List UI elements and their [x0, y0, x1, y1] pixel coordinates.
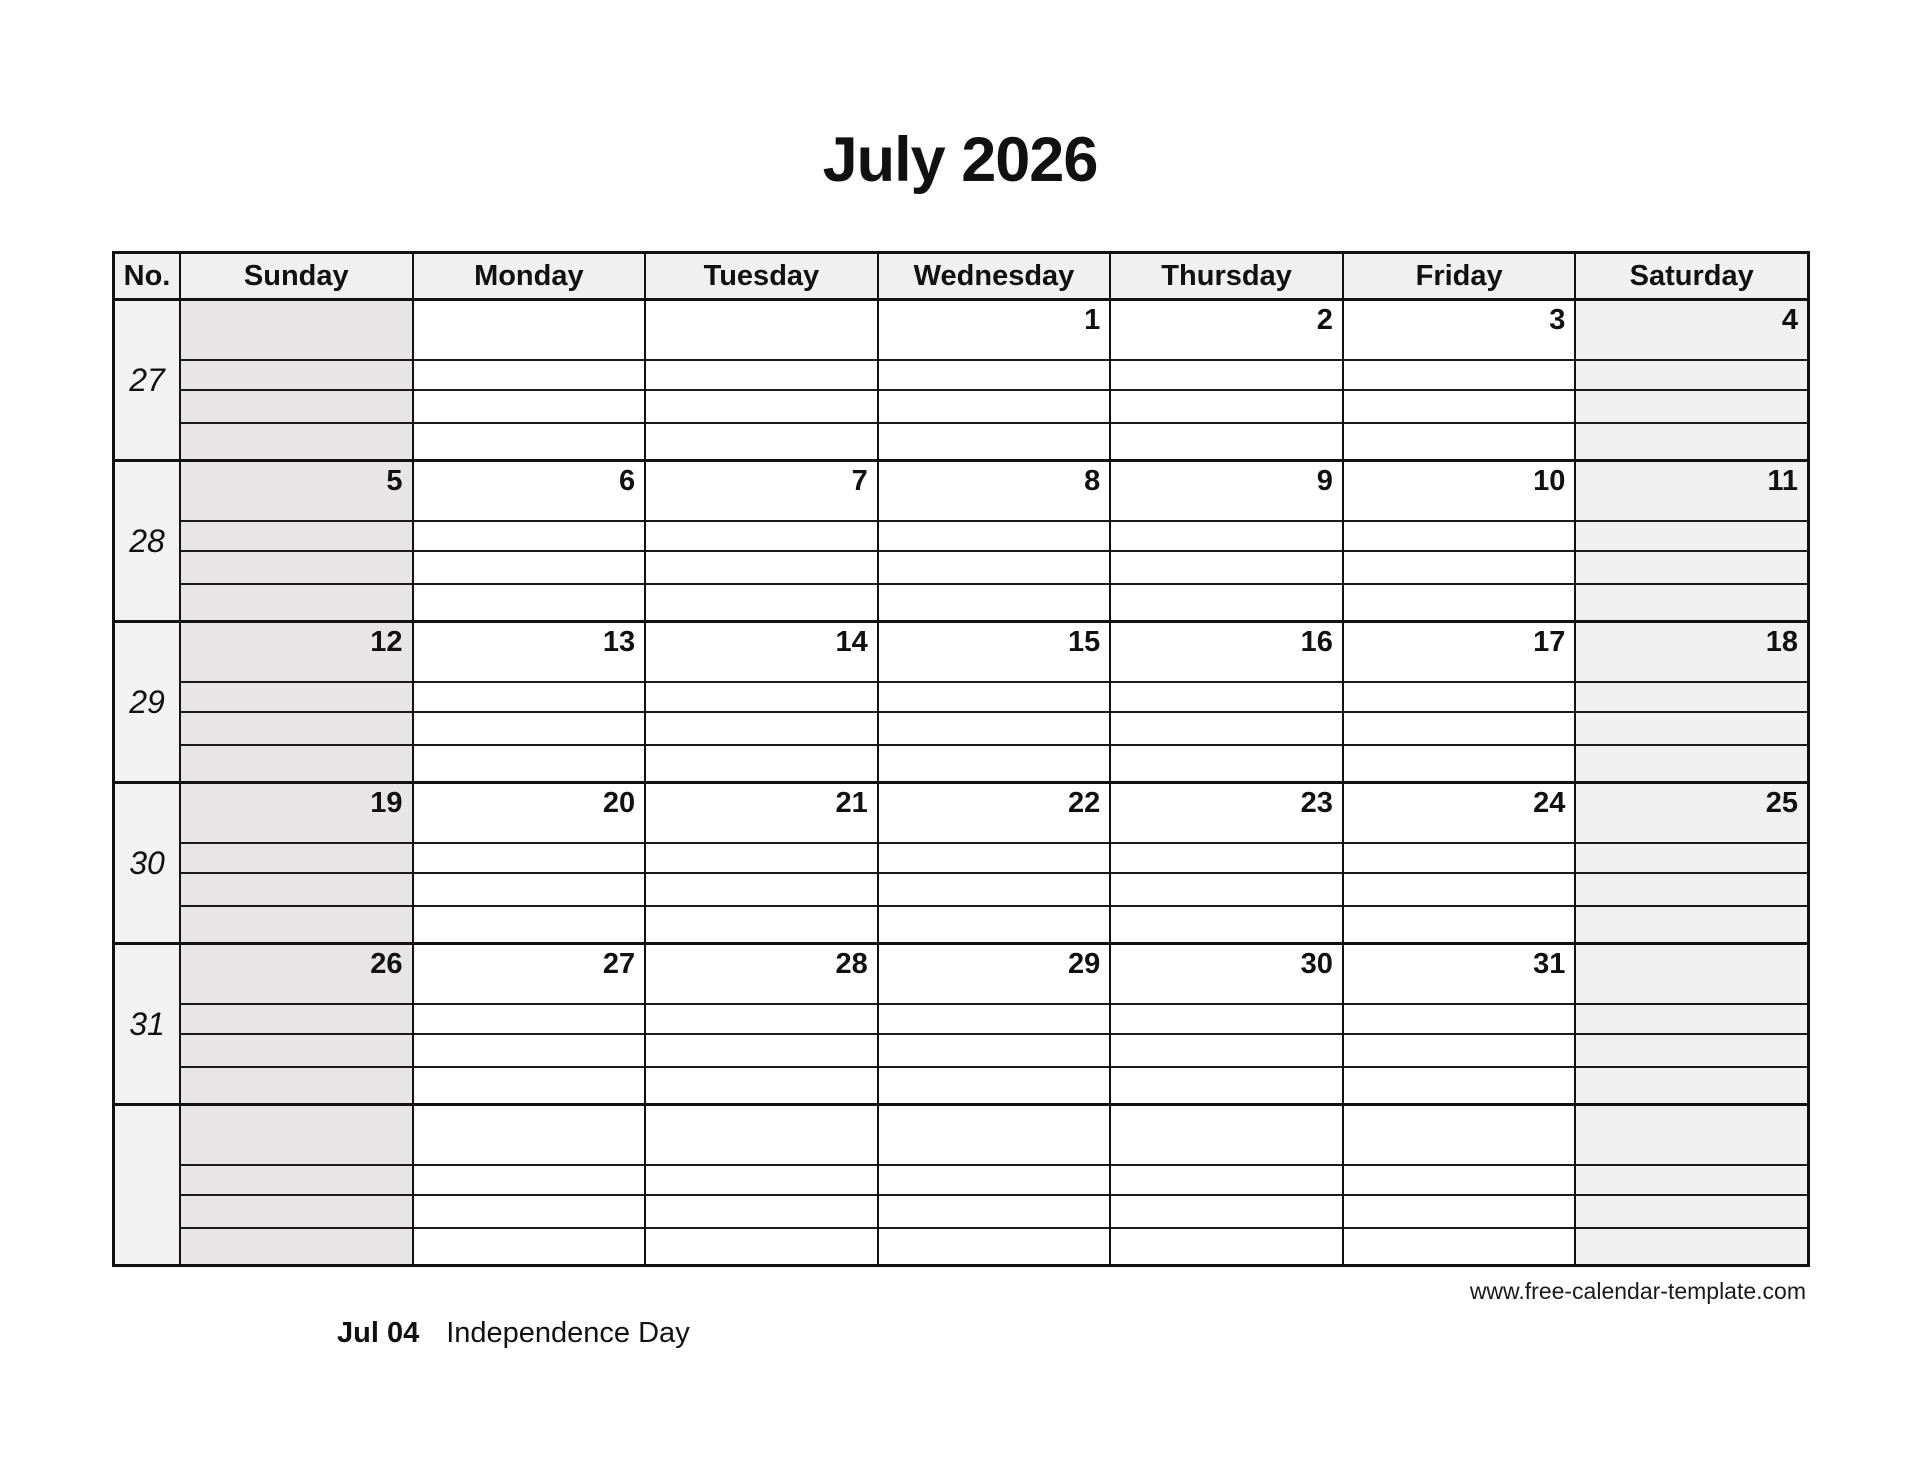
- ruled-line: [181, 683, 412, 713]
- day-number: [1344, 1106, 1575, 1166]
- ruled-line: [879, 1166, 1110, 1196]
- day-number: [1111, 1106, 1342, 1166]
- ruled-line: [414, 746, 645, 781]
- ruled-line: [1576, 1229, 1807, 1264]
- day-number: 15: [879, 623, 1110, 683]
- ruled-line: [1111, 1196, 1342, 1229]
- ruled-line: [1111, 424, 1342, 459]
- ruled-line: [1576, 1005, 1807, 1035]
- ruled-line: [879, 585, 1110, 620]
- ruled-line: [879, 746, 1110, 781]
- ruled-line: [646, 874, 877, 907]
- ruled-line: [181, 1035, 412, 1068]
- day-number: 14: [646, 623, 877, 683]
- ruled-line: [879, 1229, 1110, 1264]
- week-number-cell: 29: [115, 623, 179, 781]
- day-number: 19: [181, 784, 412, 844]
- ruled-line: [414, 1196, 645, 1229]
- ruled-line: [414, 1229, 645, 1264]
- ruled-line: [1576, 361, 1807, 391]
- ruled-line: [414, 874, 645, 907]
- ruled-line: [414, 1068, 645, 1103]
- day-number: 21: [646, 784, 877, 844]
- day-cell: [1109, 301, 1342, 459]
- day-cell: [1342, 945, 1575, 1103]
- ruled-line: [181, 361, 412, 391]
- ruled-line: [1576, 713, 1807, 746]
- ruled-line: [414, 683, 645, 713]
- day-header-monday: Monday: [412, 254, 645, 298]
- day-number: [646, 1106, 877, 1166]
- day-number: [1576, 945, 1807, 1005]
- day-cell: [179, 462, 412, 620]
- day-cell: [412, 462, 645, 620]
- ruled-line: [646, 1068, 877, 1103]
- corner-header-cell: No.: [123, 259, 171, 292]
- ruled-line: [1111, 1229, 1342, 1264]
- day-header-saturday: Saturday: [1574, 254, 1807, 298]
- ruled-line: [879, 391, 1110, 424]
- ruled-line: [181, 1229, 412, 1264]
- ruled-line: [646, 1166, 877, 1196]
- day-cell: [1574, 945, 1807, 1103]
- ruled-line: [1576, 683, 1807, 713]
- ruled-line: [1344, 844, 1575, 874]
- day-cell: [412, 945, 645, 1103]
- holiday-date: Jul 04: [337, 1317, 420, 1349]
- day-cell: [877, 623, 1110, 781]
- day-number: 30: [1111, 945, 1342, 1005]
- day-number: 4: [1576, 301, 1807, 361]
- day-number: 20: [414, 784, 645, 844]
- day-number: 31: [1344, 945, 1575, 1005]
- ruled-line: [181, 746, 412, 781]
- ruled-line: [414, 552, 645, 585]
- ruled-line: [1344, 874, 1575, 907]
- day-number: 29: [879, 945, 1110, 1005]
- ruled-line: [1344, 391, 1575, 424]
- ruled-line: [1344, 552, 1575, 585]
- day-cell: [1574, 623, 1807, 781]
- website-url: www.free-calendar-template.com: [1469, 1278, 1806, 1304]
- day-header-friday: Friday: [1342, 254, 1575, 298]
- day-cell: [877, 301, 1110, 459]
- ruled-line: [879, 424, 1110, 459]
- ruled-line: [1111, 683, 1342, 713]
- ruled-line: [879, 552, 1110, 585]
- week-number-cell: 31: [115, 945, 179, 1103]
- ruled-line: [414, 361, 645, 391]
- ruled-line: [181, 424, 412, 459]
- day-cell: [1342, 784, 1575, 942]
- calendar-header-row: [115, 254, 1807, 298]
- ruled-line: [1576, 1068, 1807, 1103]
- day-cell: [877, 945, 1110, 1103]
- ruled-line: [1576, 552, 1807, 585]
- day-cell: [1574, 784, 1807, 942]
- ruled-line: [1111, 713, 1342, 746]
- ruled-line: [646, 713, 877, 746]
- ruled-line: [414, 1035, 645, 1068]
- day-cell: [644, 462, 877, 620]
- day-cell: [179, 301, 412, 459]
- day-number: 28: [646, 945, 877, 1005]
- ruled-line: [646, 522, 877, 552]
- day-number: 6: [414, 462, 645, 522]
- ruled-line: [1344, 1035, 1575, 1068]
- ruled-line: [879, 713, 1110, 746]
- ruled-line: [1111, 552, 1342, 585]
- ruled-line: [879, 683, 1110, 713]
- ruled-line: [879, 1005, 1110, 1035]
- day-cell: [412, 301, 645, 459]
- ruled-line: [1111, 907, 1342, 942]
- day-number: 11: [1576, 462, 1807, 522]
- day-number: 2: [1111, 301, 1342, 361]
- ruled-line: [1344, 1229, 1575, 1264]
- day-cell: [644, 623, 877, 781]
- ruled-line: [181, 844, 412, 874]
- day-number: 17: [1344, 623, 1575, 683]
- day-cell: [179, 1106, 412, 1264]
- page-title: July 2026: [822, 125, 1098, 195]
- day-number: 26: [181, 945, 412, 1005]
- ruled-line: [646, 907, 877, 942]
- week-row-30: [115, 781, 1807, 942]
- day-cell: [179, 623, 412, 781]
- ruled-line: [879, 1068, 1110, 1103]
- day-number: 7: [646, 462, 877, 522]
- ruled-line: [1111, 746, 1342, 781]
- day-header-wednesday: Wednesday: [877, 254, 1110, 298]
- day-number: 25: [1576, 784, 1807, 844]
- ruled-line: [1111, 522, 1342, 552]
- ruled-line: [1111, 1005, 1342, 1035]
- day-number: 10: [1344, 462, 1575, 522]
- day-number: 13: [414, 623, 645, 683]
- week-row-29: [115, 620, 1807, 781]
- ruled-line: [1111, 1166, 1342, 1196]
- ruled-line: [181, 585, 412, 620]
- ruled-line: [1576, 874, 1807, 907]
- day-header-sunday: Sunday: [179, 254, 412, 298]
- day-cell: [1342, 623, 1575, 781]
- ruled-line: [1344, 585, 1575, 620]
- ruled-line: [646, 361, 877, 391]
- day-cell: [179, 784, 412, 942]
- day-cell: [412, 784, 645, 942]
- day-number: [181, 1106, 412, 1166]
- day-cell: [1109, 462, 1342, 620]
- ruled-line: [414, 844, 645, 874]
- day-cell: [1109, 945, 1342, 1103]
- day-number: 9: [1111, 462, 1342, 522]
- ruled-line: [1576, 391, 1807, 424]
- ruled-line: [1111, 874, 1342, 907]
- ruled-line: [1576, 746, 1807, 781]
- ruled-line: [646, 746, 877, 781]
- week-row-extra: [115, 1103, 1807, 1264]
- day-cell: [644, 945, 877, 1103]
- ruled-line: [181, 1196, 412, 1229]
- day-number: [1576, 1106, 1807, 1166]
- calendar-table: [112, 251, 1810, 1267]
- day-cell: [1342, 301, 1575, 459]
- day-number: 12: [181, 623, 412, 683]
- ruled-line: [1576, 522, 1807, 552]
- ruled-line: [1576, 1196, 1807, 1229]
- ruled-line: [646, 844, 877, 874]
- day-number: 16: [1111, 623, 1342, 683]
- ruled-line: [414, 585, 645, 620]
- ruled-line: [1344, 907, 1575, 942]
- day-cell: [644, 784, 877, 942]
- holiday-name: Independence Day: [446, 1317, 690, 1349]
- day-cell: [644, 301, 877, 459]
- ruled-line: [1344, 1005, 1575, 1035]
- day-number: 23: [1111, 784, 1342, 844]
- day-cell: [644, 1106, 877, 1264]
- day-number: 5: [181, 462, 412, 522]
- ruled-line: [1344, 1196, 1575, 1229]
- ruled-line: [414, 907, 645, 942]
- week-number-cell: [115, 1106, 179, 1264]
- ruled-line: [181, 874, 412, 907]
- ruled-line: [181, 1068, 412, 1103]
- ruled-line: [646, 391, 877, 424]
- ruled-line: [414, 1005, 645, 1035]
- ruled-line: [414, 522, 645, 552]
- day-number: 27: [414, 945, 645, 1005]
- ruled-line: [181, 522, 412, 552]
- ruled-line: [879, 907, 1110, 942]
- ruled-line: [646, 552, 877, 585]
- day-number: 22: [879, 784, 1110, 844]
- day-number: 18: [1576, 623, 1807, 683]
- day-cell: [877, 1106, 1110, 1264]
- day-number: [879, 1106, 1110, 1166]
- ruled-line: [1344, 746, 1575, 781]
- ruled-line: [879, 1196, 1110, 1229]
- ruled-line: [181, 1166, 412, 1196]
- ruled-line: [1576, 844, 1807, 874]
- ruled-line: [1111, 585, 1342, 620]
- week-row-31: [115, 942, 1807, 1103]
- day-cell: [1109, 784, 1342, 942]
- ruled-line: [646, 585, 877, 620]
- ruled-line: [1344, 1166, 1575, 1196]
- day-number: 3: [1344, 301, 1575, 361]
- ruled-line: [414, 391, 645, 424]
- week-number-cell: 30: [115, 784, 179, 942]
- day-cell: [877, 462, 1110, 620]
- ruled-line: [1576, 424, 1807, 459]
- ruled-line: [1344, 361, 1575, 391]
- ruled-line: [646, 1035, 877, 1068]
- day-cell: [877, 784, 1110, 942]
- day-number: 1: [879, 301, 1110, 361]
- ruled-line: [646, 424, 877, 459]
- ruled-line: [879, 522, 1110, 552]
- ruled-line: [1344, 713, 1575, 746]
- day-cell: [412, 1106, 645, 1264]
- ruled-line: [879, 1035, 1110, 1068]
- ruled-line: [181, 1005, 412, 1035]
- week-row-27: [115, 298, 1807, 459]
- ruled-line: [1576, 907, 1807, 942]
- ruled-line: [414, 713, 645, 746]
- day-number: [181, 301, 412, 361]
- ruled-line: [1111, 361, 1342, 391]
- ruled-line: [1344, 424, 1575, 459]
- ruled-line: [879, 844, 1110, 874]
- ruled-line: [414, 1166, 645, 1196]
- day-number: [646, 301, 877, 361]
- ruled-line: [1111, 844, 1342, 874]
- holiday-line: [337, 1317, 690, 1350]
- ruled-line: [1111, 1068, 1342, 1103]
- ruled-line: [181, 391, 412, 424]
- ruled-line: [1111, 391, 1342, 424]
- ruled-line: [646, 683, 877, 713]
- ruled-line: [1344, 683, 1575, 713]
- ruled-line: [646, 1229, 877, 1264]
- ruled-line: [879, 874, 1110, 907]
- day-header-tuesday: Tuesday: [644, 254, 877, 298]
- day-number: [414, 301, 645, 361]
- ruled-line: [414, 424, 645, 459]
- day-cell: [1342, 1106, 1575, 1264]
- ruled-line: [1576, 1035, 1807, 1068]
- ruled-line: [1576, 1166, 1807, 1196]
- week-row-28: [115, 459, 1807, 620]
- day-cell: [1109, 623, 1342, 781]
- day-cell: [1342, 462, 1575, 620]
- day-number: [414, 1106, 645, 1166]
- ruled-line: [181, 713, 412, 746]
- ruled-line: [646, 1196, 877, 1229]
- ruled-line: [181, 552, 412, 585]
- day-cell: [1574, 462, 1807, 620]
- week-number-cell: 27: [115, 301, 179, 459]
- ruled-line: [1344, 522, 1575, 552]
- ruled-line: [879, 361, 1110, 391]
- ruled-line: [181, 907, 412, 942]
- day-cell: [1574, 1106, 1807, 1264]
- ruled-line: [1576, 585, 1807, 620]
- week-number-cell: 28: [115, 462, 179, 620]
- day-number: 24: [1344, 784, 1575, 844]
- day-cell: [179, 945, 412, 1103]
- ruled-line: [1344, 1068, 1575, 1103]
- ruled-line: [646, 1005, 877, 1035]
- day-number: 8: [879, 462, 1110, 522]
- day-cell: [412, 623, 645, 781]
- day-cell: [1574, 301, 1807, 459]
- ruled-line: [1111, 1035, 1342, 1068]
- day-header-thursday: Thursday: [1109, 254, 1342, 298]
- day-cell: [1109, 1106, 1342, 1264]
